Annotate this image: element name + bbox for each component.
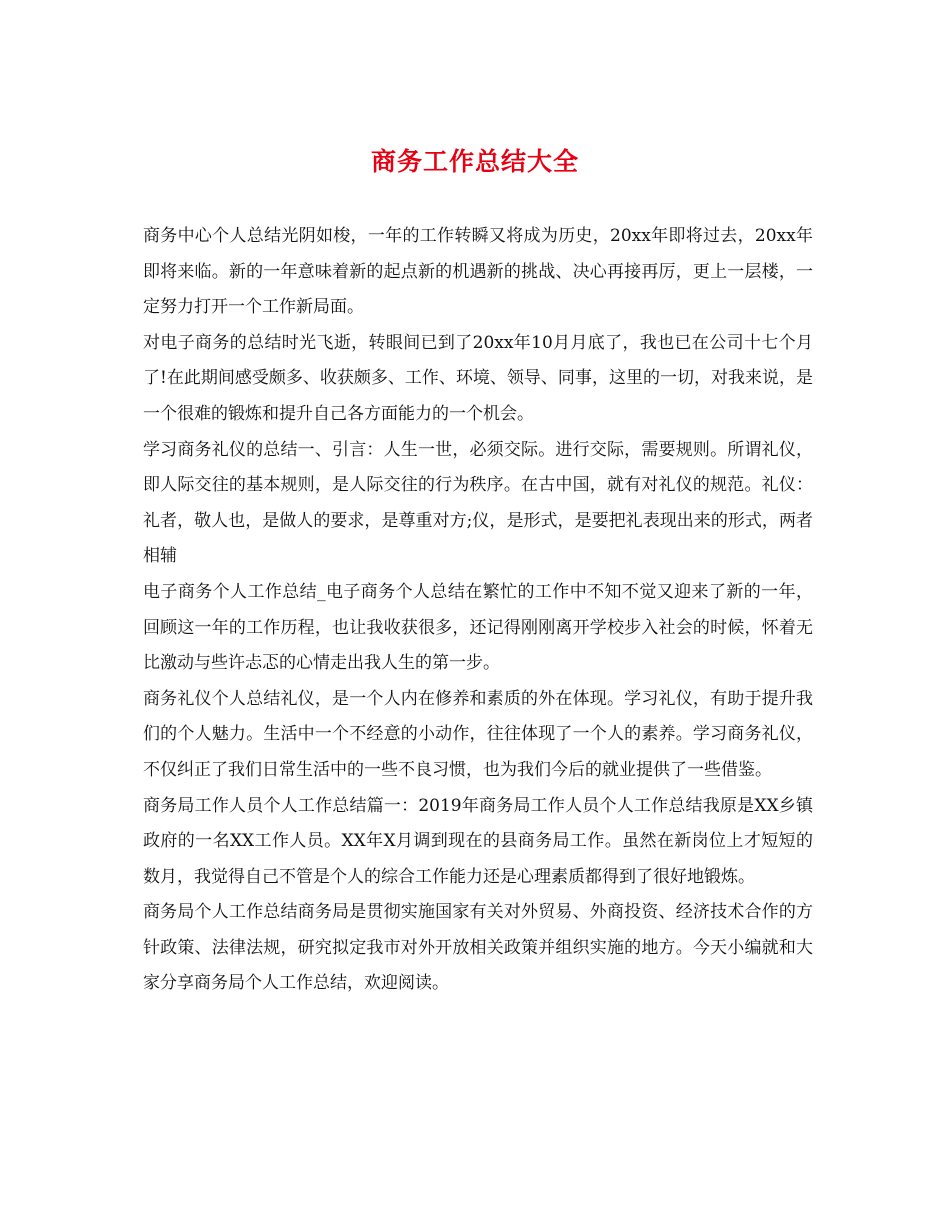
paragraph-ecommerce-summary: 对电子商务的总结时光飞逝，转眼间已到了20xx年10月月底了，我也已在公司十七个月了!在此期间感受颇多、收获颇多、工作、环境、领导、同事，这里的一切，对我来说，是一个很难的锻炼和提升自己各方面能力的一个机会。: [143, 332, 813, 424]
paragraph-business-etiquette-study: 学习商务礼仪的总结一、引言：人生一世，必须交际。进行交际，需要规则。所谓礼仪，即人际交往的基本规则，是人际交往的行为秩序。在古中国，就有对礼仪的规范。礼仪：礼者，敬人也，是做人的要求，是尊重对方;仪，是形式，是要把礼表现出来的形式，两者相辅: [143, 439, 813, 567]
paragraph-business-center-summary: 商务中心个人总结光阴如梭，一年的工作转瞬又将成为历史，20xx年即将过去，20xx年即将来临。新的一年意味着新的起点新的机遇新的挑战、决心再接再厉，更上一层楼，一定努力打开一个工作新局面。: [143, 226, 813, 318]
paragraph-ecommerce-personal-summary: 电子商务个人工作总结_电子商务个人总结在繁忙的工作中不知不觉又迎来了新的一年，回顾这一年的工作历程，也让我收获很多，还记得刚刚离开学校步入社会的时候，怀着无比激动与些许忐忑的心情走出我人生的第一步。: [143, 581, 813, 674]
paragraph-commerce-bureau-staff-summary: 商务局工作人员个人工作总结篇一：2019年商务局工作人员个人工作总结我原是XX乡镇政府的一名XX工作人员。XX年X月调到现在的县商务局工作。虽然在新岗位上才短短的数月，我觉得自己不管是个人的综合工作能力还是心理素质都得到了很好地锻炼。: [143, 795, 813, 887]
document-body: [143, 219, 813, 1002]
paragraph-etiquette-personal-summary: 商务礼仪个人总结礼仪，是一个人内在修养和素质的外在体现。学习礼仪，有助于提升我们的个人魅力。生活中一个不经意的小动作，往往体现了一个人的素养。学习商务礼仪，不仅纠正了我们日常生活中的一些不良习惯，也为我们今后的就业提供了一些借鉴。: [143, 688, 813, 780]
paragraph-commerce-bureau-summary: 商务局个人工作总结商务局是贯彻实施国家有关对外贸易、外商投资、经济技术合作的方针政策、法律法规，研究拟定我市对外开放相关政策并组织实施的地方。今天小编就和大家分享商务局个人工作总结，欢迎阅读。: [143, 902, 813, 994]
document-title: 商务工作总结大全: [370, 147, 579, 176]
